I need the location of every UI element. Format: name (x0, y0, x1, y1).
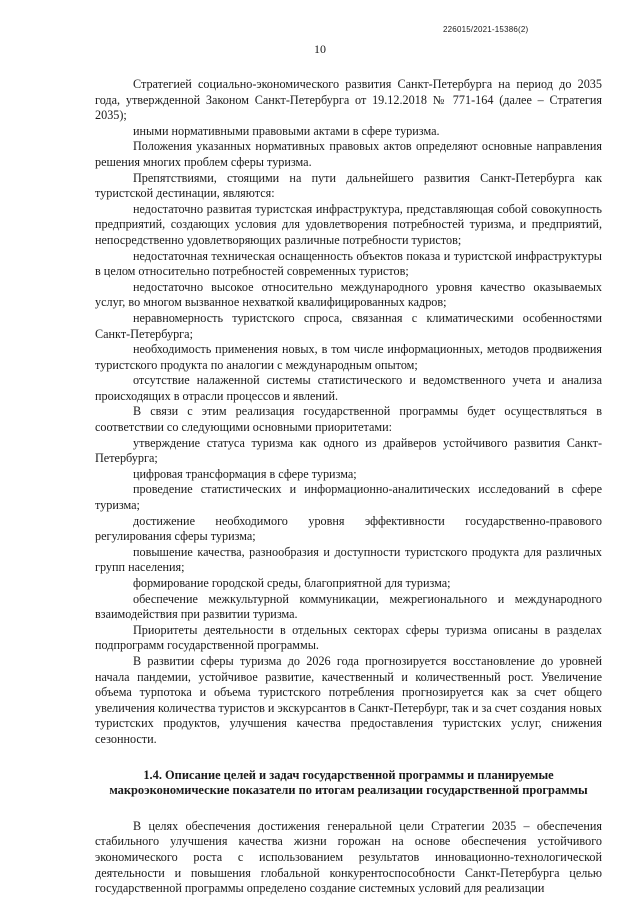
section-heading: 1.4. Описание целей и задач государственной программы и планируемые макроэкономические показатели по итогам реализации государственной программы (109, 767, 588, 798)
paragraph: Стратегией социально-экономического развития Санкт-Петербурга на период до 2035 года, утвержденной Законом Санкт-Петербурга от 19.12.2018 № 771-164 (далее – Стратегия 2035); (95, 77, 602, 123)
list-item: отсутствие налаженной системы статистического и ведомственного учета и анализа происходящих в отрасли процессов и явлений. (95, 373, 602, 403)
list-item: формирование городской среды, благоприятной для туризма; (133, 576, 451, 590)
list-item: недостаточная техническая оснащенность объектов показа и туристской инфраструктуры в целом относительно потребностей современных туристов; (95, 248, 602, 279)
list-item: цифровая трансформация в сфере туризма; (133, 466, 357, 481)
paragraph: В связи с этим реализация государственной программы будет осуществляться в соответствии со следующими основными приоритетами: (95, 404, 602, 435)
list-item: недостаточно развитая туристская инфраструктура, представляющая собой совокупность предприятий, создающих условия для удовлетворения потребностей туризма, и предприятий, непосредственно удовлетворяющих различные потребности туристов; (95, 201, 602, 247)
paragraph: В целях обеспечения достижения генеральной цели Стратегии 2035 – обеспечения стабильного улучшения качества жизни горожан на основе обеспечения устойчивого экономического роста с использованием результатов инновационно-технологической деятельности и повышения глобальной конкурентоспособности Санкт-Петербурга целью государственной программы определено создание системных условий для реализации (95, 818, 602, 896)
list-item: повышение качества, разнообразия и доступности туристского продукта для различных групп населения; (95, 544, 602, 575)
page-number: 10 (314, 42, 326, 56)
list-item: неравномерность туристского спроса, связанная с климатическими особенностями Санкт-Петербурга; (95, 310, 602, 341)
paragraph: иными нормативными правовыми актами в сфере туризма. (133, 123, 440, 138)
list-item: недостаточно высокое относительно международного уровня качество оказываемых услуг, во многом вызванное нехваткой квалифицированных кадров; (95, 279, 602, 310)
list-item: необходимость применения новых, в том числе информационных, методов продвижения туристского продукта по аналогии с международным опытом; (95, 342, 602, 372)
document-id: 226015/2021-15386(2) (443, 25, 529, 34)
document-body (95, 77, 602, 897)
paragraph: Препятствиями, стоящими на пути дальнейшего развития Санкт-Петербурга как туристской дестинации, являются: (95, 170, 602, 201)
list-item: достижение необходимого уровня эффективности государственно-правового регулирования сферы туризма; (95, 513, 602, 544)
list-item: проведение статистических и информационно-аналитических исследований в сфере туризма; (95, 482, 602, 513)
paragraph: Приоритеты деятельности в отдельных секторах сферы туризма описаны в разделах подпрограмм государственной программы. (95, 622, 602, 653)
list-item: обеспечение межкультурной коммуникации, межрегионального и международного взаимодействия при развитии туризма. (95, 591, 602, 622)
list-item: утверждение статуса туризма как одного из драйверов устойчивого развития Санкт-Петербурга; (95, 435, 602, 466)
paragraph: В развитии сферы туризма до 2026 года прогнозируется восстановление до уровней начала пандемии, устойчивое развитие, качественный и количественный рост. Увеличение объема турпотока и объема туристского потребления прогнозируется как за счет общего увеличения количества туристов и экскурсантов в Санкт-Петербург, так и за счет создания новых туристских продуктов, улучшения качества предоставления туристских услуг, снижения сезонности. (95, 653, 602, 746)
paragraph: Положения указанных нормативных правовых актов определяют основные направления решения многих проблем сферы туризма. (95, 139, 602, 169)
